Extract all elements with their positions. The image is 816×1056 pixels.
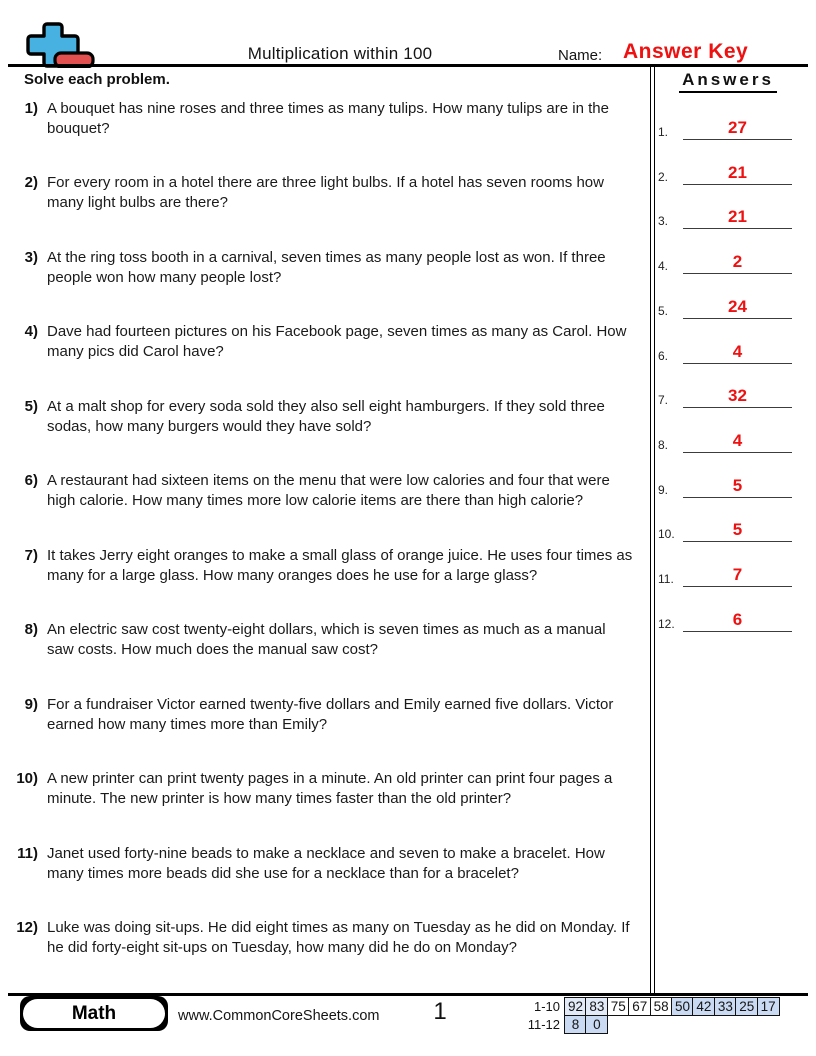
answer-number: 8. (658, 437, 669, 452)
question-item (0, 844, 650, 884)
answer-row (658, 337, 794, 364)
instruction-text: Solve each problem. (24, 71, 170, 88)
question-item (0, 471, 650, 511)
answer-number: 1. (658, 125, 669, 139)
score-cell: 50 (671, 997, 694, 1016)
score-cell: 58 (650, 997, 673, 1016)
answer-number: 3. (658, 214, 669, 229)
answer-blank-line (683, 559, 792, 587)
answer-blank-line (683, 291, 792, 319)
name-label: Name: (558, 47, 603, 64)
question-text: Dave had fourteen pictures on his Facebook page, seven times as many as Carol. How many pics did Carol have? (47, 323, 627, 361)
header-rule (8, 64, 808, 67)
answer-row (658, 113, 794, 140)
answer-row (658, 202, 794, 229)
score-cell: 83 (585, 997, 608, 1016)
answer-row (658, 426, 794, 453)
question-item (0, 769, 650, 809)
score-cell: 67 (628, 997, 651, 1016)
answer-blank-line (683, 157, 792, 185)
answer-number: 10. (658, 527, 675, 542)
answer-row (658, 560, 794, 587)
question-item (0, 99, 650, 139)
answer-row (658, 158, 794, 185)
answer-value: 5 (732, 475, 743, 495)
answer-number: 2. (658, 169, 669, 184)
answer-blank-line (683, 470, 792, 498)
answer-row (658, 471, 794, 498)
answer-row (658, 515, 794, 542)
question-number: 6) (24, 472, 38, 490)
question-number: 1) (24, 100, 38, 117)
answers-separator (650, 66, 655, 993)
answers-heading-label: Answers (679, 70, 777, 93)
answer-number: 4. (658, 259, 669, 274)
website-url: www.CommonCoreSheets.com (178, 1008, 380, 1024)
score-cell: 33 (714, 997, 737, 1016)
question-text: At the ring toss booth in a carnival, seven times as many people lost as won. If three people won how many people lost? (47, 248, 606, 286)
question-number: 12) (16, 918, 38, 936)
question-number: 2) (24, 174, 38, 192)
answer-blank-line (683, 201, 792, 229)
question-item (0, 322, 650, 362)
answer-blank-line (683, 336, 792, 364)
question-text: Luke was doing sit-ups. He did eight times as many on Tuesday as he did on Monday. If he did forty-eight sit-ups on Tuesday, how many did he do on Monday? (47, 918, 630, 956)
answer-row (658, 381, 794, 408)
page-number: 1 (433, 998, 447, 1025)
answer-row (658, 292, 794, 319)
score-cell: 92 (564, 997, 587, 1016)
answer-blank-line (683, 604, 792, 632)
answer-value: 32 (728, 386, 747, 406)
answer-number: 9. (658, 482, 669, 497)
question-text: For every room in a hotel there are three light bulbs. If a hotel has seven rooms how many light bulbs are there? (47, 174, 604, 212)
answer-number: 12. (658, 616, 675, 631)
question-text: At a malt shop for every soda sold they also sell eight hamburgers. If they sold three sodas, how many burgers would they have sold? (47, 397, 605, 435)
question-item (0, 173, 650, 213)
answer-blank-line (683, 425, 792, 453)
answer-number: 11. (658, 572, 674, 586)
answer-value: 6 (732, 609, 743, 629)
answer-value: 21 (728, 207, 747, 227)
question-item (0, 695, 650, 735)
score-row-cells (564, 1015, 608, 1034)
question-number: 3) (24, 248, 38, 266)
answer-key-text: Answer Key (623, 40, 749, 63)
answer-number: 5. (658, 303, 669, 318)
question-text: Janet used forty-nine beads to make a necklace and seven to make a bracelet. How many times more beads did she use for a necklace than for a bracelet? (47, 844, 605, 882)
question-item (0, 248, 650, 288)
subject-badge-label: Math (23, 999, 165, 1028)
answer-value: 4 (732, 341, 743, 361)
question-item (0, 546, 650, 586)
score-cell: 42 (692, 997, 715, 1016)
score-row-cells (564, 997, 780, 1016)
answers-heading (658, 70, 798, 93)
question-item (0, 918, 650, 958)
answer-number: 7. (658, 393, 669, 408)
question-number: 7) (24, 546, 38, 564)
answer-value: 2 (732, 252, 743, 272)
question-number: 5) (24, 397, 38, 415)
question-number: 11) (17, 844, 38, 862)
answer-value: 27 (728, 118, 747, 137)
page-title: Multiplication within 100 (247, 44, 433, 63)
score-row-label: 11-12 (527, 1016, 560, 1032)
question-text: A new printer can print twenty pages in a minute. An old printer can print four pages a minute. The new printer is how many times faster than the old printer? (47, 770, 613, 808)
answer-value: 5 (732, 520, 743, 540)
question-text: For a fundraiser Victor earned twenty-five dollars and Emily earned five dollars. Victor earned how many times more than Emily? (47, 695, 614, 733)
score-cell: 17 (757, 997, 780, 1016)
plus-minus-logo (10, 2, 102, 68)
question-number: 4) (24, 323, 38, 341)
answer-blank-line (683, 380, 792, 408)
answer-value: 24 (728, 296, 747, 316)
answer-row (658, 605, 794, 632)
question-number: 9) (24, 695, 38, 713)
answer-row (658, 247, 794, 274)
question-number: 10) (16, 770, 38, 788)
question-text: A restaurant had sixteen items on the menu that were low calories and four that were high calorie. How many times more low calorie items are there than high calorie? (47, 472, 610, 510)
question-text: It takes Jerry eight oranges to make a small glass of orange juice. He uses four times as many for a large glass. How many oranges does he use for a large glass? (47, 546, 633, 584)
answer-value: 21 (728, 162, 747, 182)
score-cell: 0 (585, 1015, 608, 1034)
answer-blank-line (683, 112, 792, 140)
answer-blank-line (683, 514, 792, 542)
score-cell: 8 (564, 1015, 587, 1034)
answer-value: 7 (732, 565, 743, 584)
subject-badge (20, 996, 168, 1031)
score-row-label: 1-10 (533, 999, 560, 1014)
score-cell: 75 (607, 997, 630, 1016)
answer-blank-line (683, 246, 792, 274)
question-text: A bouquet has nine roses and three times as many tulips. How many tulips are in the bouquet? (47, 100, 609, 137)
question-text: An electric saw cost twenty-eight dollars, which is seven times as much as a manual saw costs. How much does the manual saw cost? (47, 621, 606, 659)
score-cell: 25 (735, 997, 758, 1016)
answer-number: 6. (658, 348, 669, 363)
answer-value: 4 (732, 430, 743, 450)
question-item (0, 620, 650, 660)
question-item (0, 397, 650, 437)
question-number: 8) (24, 621, 38, 639)
